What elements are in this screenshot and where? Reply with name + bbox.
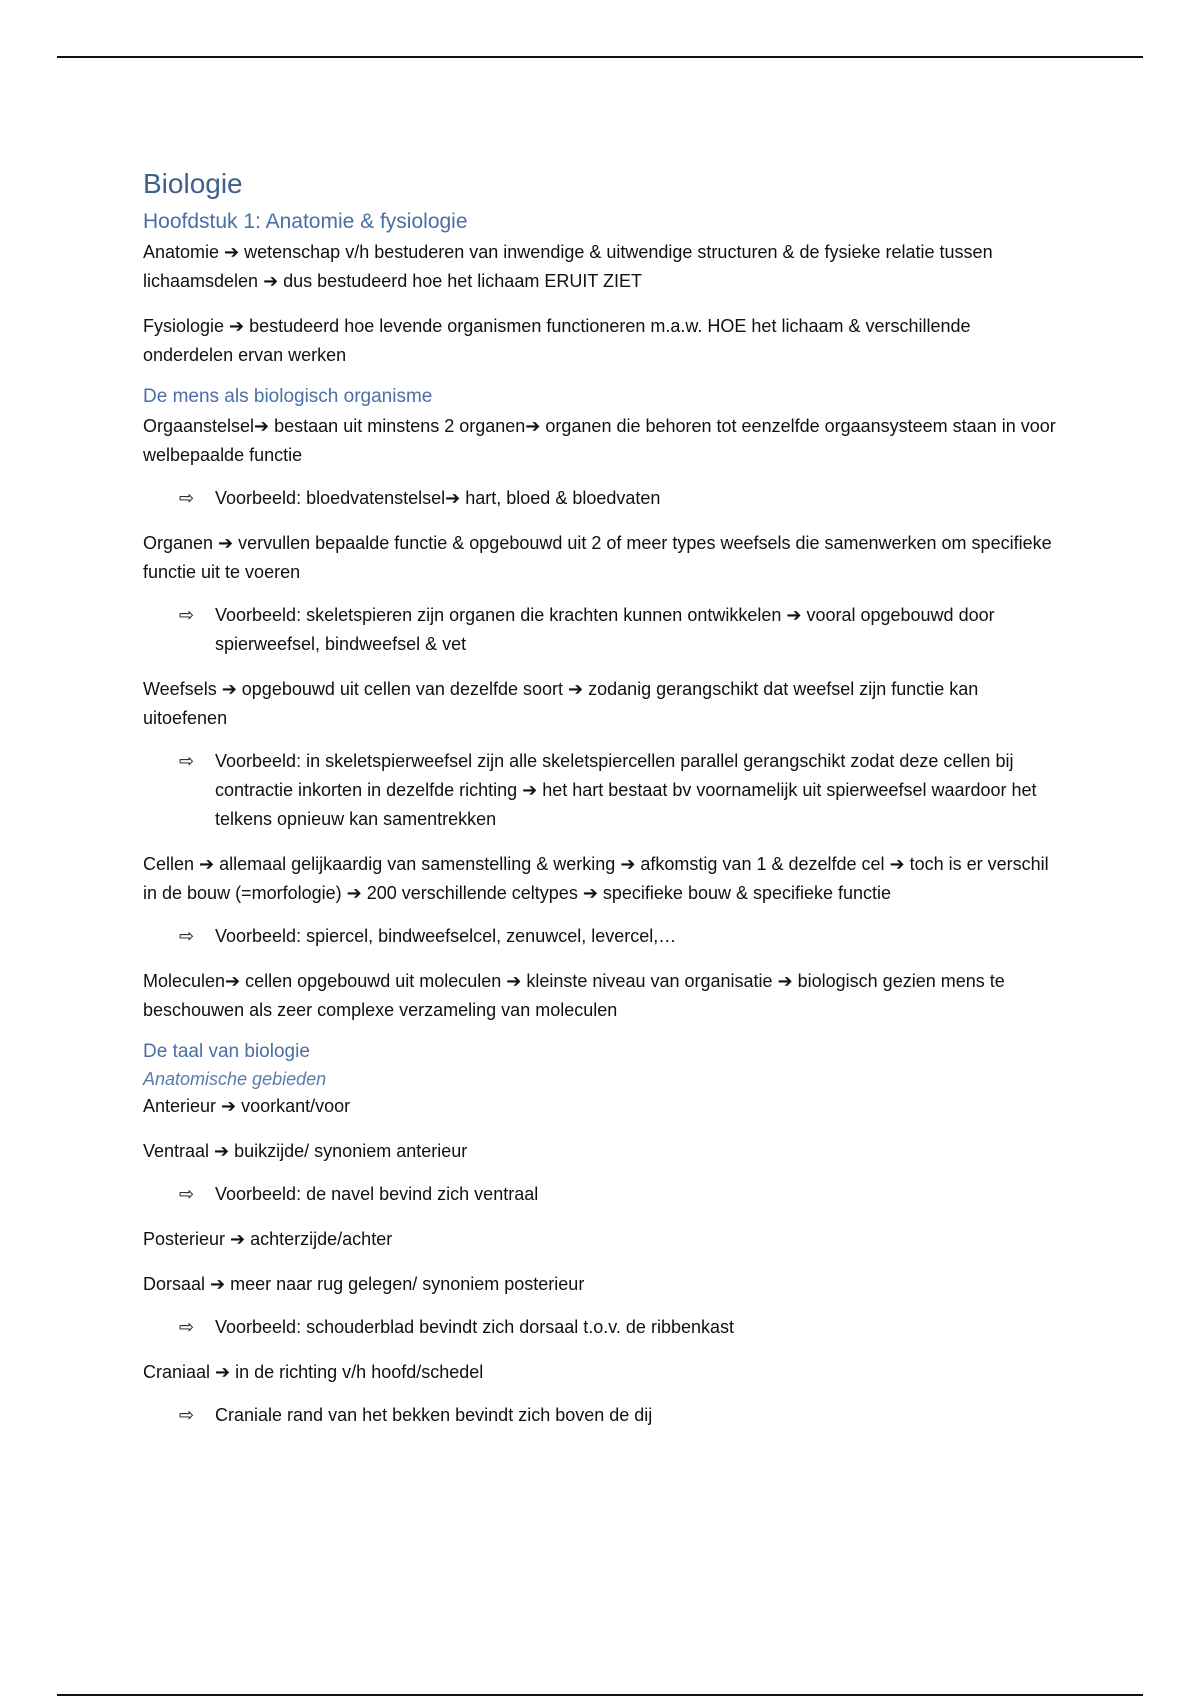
paragraph-dorsaal: Dorsaal ➔ meer naar rug gelegen/ synoniem posterieur [143,1274,585,1294]
header-rule [57,56,1143,58]
list-item [143,484,1063,513]
arrow-bullet-icon: ⇨ [179,926,195,946]
bullet-text: Voorbeeld: de navel bevind zich ventraal [215,1184,539,1204]
arrow-bullet-icon: ⇨ [179,1184,195,1204]
bullet-text: Voorbeeld: in skeletspierweefsel zijn alle skeletspiercellen parallel gerangschikt zodat deze cellen bij contractie inkorten in dezelfde richting ➔ het hart bestaat bv voornamelijk uit spierweefsel waardoor het telkens opnieuw kan samentrekken [215,751,1037,829]
section-heading-taal: De taal van biologie [143,1041,310,1062]
arrow-bullet-icon: ⇨ [179,751,195,771]
paragraph-posterieur: Posterieur ➔ achterzijde/achter [143,1229,393,1249]
subheading-anatomische-gebieden: Anatomische gebieden [143,1069,327,1089]
list-item [143,1401,1063,1430]
list-item [143,1180,1063,1209]
bullet-text: Voorbeeld: spiercel, bindweefselcel, zenuwcel, levercel,… [215,926,677,946]
list-item [143,747,1063,834]
paragraph-orgaanstelsel: Orgaanstelsel➔ bestaan uit minstens 2 organen➔ organen die behoren tot eenzelfde orgaansysteem staan in voor welbepaalde functie [143,416,1056,465]
paragraph-weefsels: Weefsels ➔ opgebouwd uit cellen van dezelfde soort ➔ zodanig gerangschikt dat weefsel zijn functie kan uitoefenen [143,679,979,728]
paragraph-anatomie: Anatomie ➔ wetenschap v/h bestuderen van inwendige & uitwendige structuren & de fysieke relatie tussen lichaamsdelen ➔ dus bestudeerd hoe het lichaam ERUIT ZIET [143,242,993,291]
paragraph-cellen: Cellen ➔ allemaal gelijkaardig van samenstelling & werking ➔ afkomstig van 1 & dezelfde cel ➔ toch is er verschil in de bouw (=morfologie) ➔ 200 verschillende celtypes ➔ specifieke bouw & specifieke functie [143,854,1049,903]
paragraph-organen: Organen ➔ vervullen bepaalde functie & opgebouwd uit 2 of meer types weefsels die samenwerken om specifieke functie uit te voeren [143,533,1052,582]
paragraph-anterieur: Anterieur ➔ voorkant/voor [143,1096,351,1116]
document-title: Biologie [143,168,243,199]
bullet-text: Voorbeeld: skeletspieren zijn organen die krachten kunnen ontwikkelen ➔ vooral opgebouwd door spierweefsel, bindweefsel & vet [215,605,995,654]
arrow-bullet-icon: ⇨ [179,1317,195,1337]
paragraph-craniaal: Craniaal ➔ in de richting v/h hoofd/schedel [143,1362,484,1382]
list-item [143,922,1063,951]
bullet-text: Craniale rand van het bekken bevindt zich boven de dij [215,1405,653,1425]
section-heading-organisme: De mens als biologisch organisme [143,386,433,407]
arrow-bullet-icon: ⇨ [179,488,195,508]
list-item [143,1313,1063,1342]
arrow-bullet-icon: ⇨ [179,605,195,625]
chapter-heading: Hoofdstuk 1: Anatomie & fysiologie [143,210,468,233]
paragraph-moleculen: Moleculen➔ cellen opgebouwd uit moleculen ➔ kleinste niveau van organisatie ➔ biologisch gezien mens te beschouwen als zeer complexe verzameling van moleculen [143,971,1005,1020]
paragraph-fysiologie: Fysiologie ➔ bestudeerd hoe levende organismen functioneren m.a.w. HOE het lichaam & verschillende onderdelen ervan werken [143,316,971,365]
arrow-bullet-icon: ⇨ [179,1405,195,1425]
bullet-text: Voorbeeld: schouderblad bevindt zich dorsaal t.o.v. de ribbenkast [215,1317,734,1337]
list-item [143,601,1063,659]
paragraph-ventraal: Ventraal ➔ buikzijde/ synoniem anterieur [143,1141,468,1161]
bullet-text: Voorbeeld: bloedvatenstelsel➔ hart, bloed & bloedvaten [215,488,661,508]
document-body [143,168,1063,1446]
footer-rule [57,1694,1143,1696]
